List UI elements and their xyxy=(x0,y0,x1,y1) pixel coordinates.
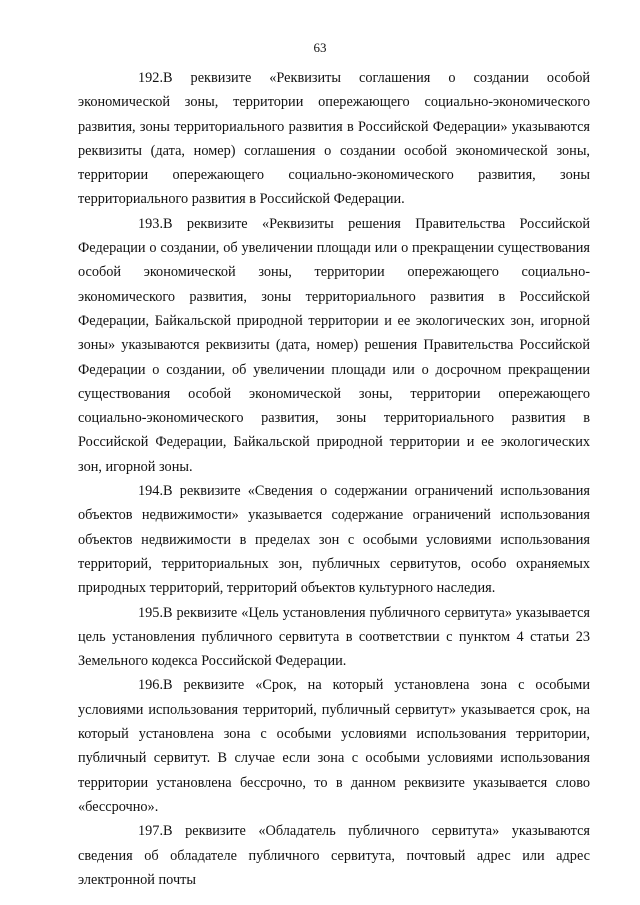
paragraph-number: 194. xyxy=(138,483,164,500)
paragraph-number: 192. xyxy=(138,70,164,86)
paragraph-text: В реквизите «Реквизиты соглашения о создании особой экономической зоны, территории опережающего социально-экономического развития, зоны территориального развития в Российской Федерации» указываются реквизиты (дата, номер) соглашения о создании особой экономической зоны, территории опережающего социально-экономического развития, зоны территориального развития в Российской Федерации. xyxy=(78,70,590,208)
paragraph-197 xyxy=(78,819,590,892)
paragraph-text: В реквизите «Обладатель публичного сервитута» указываются сведения об обладателе публичного сервитута, почтовый адрес или адрес электронной почты xyxy=(78,823,590,888)
page-number: 63 xyxy=(313,40,327,55)
paragraph-193 xyxy=(78,212,590,479)
paragraph-number: 196. xyxy=(138,677,164,694)
document-body xyxy=(78,66,590,892)
paragraph-text: В реквизите «Цель установления публичного сервитута» указывается цель установления публичного сервитута в соответствии с пунктом 4 статьи 23 Земельного кодекса Российской Федерации. xyxy=(78,604,590,670)
paragraph-text: В реквизите «Реквизиты решения Правительства Российской Федерации о создании, об увеличении площади или о прекращении существования особой экономической зоны, территории опережающего социально-экономического развития, зоны территориального развития в Российской Федерации, Байкальской природной территории и ее экологических зон, игорной зоны» указываются реквизиты (дата, номер) решения Правительства Российской Федерации о создании, об увеличении площади или о досрочном прекращении существования особой экономической зоны, территории опережающего социально-экономического развития, зоны территориального развития в Российской Федерации, Байкальской природной территории и ее экологических зон, игорной зоны. xyxy=(78,215,590,475)
paragraph-text: В реквизите «Сведения о содержании ограничений использования объектов недвижимости» указывается содержание ограничений использования объектов недвижимости в пределах зон с особыми условиями использования территорий, территориальных зон, публичных сервитутов, особо охраняемых природных территорий, территорий объектов культурного наследия. xyxy=(78,483,590,597)
paragraph-196 xyxy=(78,673,590,819)
paragraph-194 xyxy=(78,479,590,600)
paragraph-text: В реквизите «Срок, на который установлена зона с особыми условиями использования территорий, публичный сервитут» указывается срок, на который установлена зона с особыми условиями использования территории, публичный сервитут. В случае если зона с особыми условиями использования территории установлена бессрочно, то в данном реквизите указывается слово «бессрочно». xyxy=(78,677,590,815)
paragraph-192 xyxy=(78,66,590,212)
paragraph-number: 195. xyxy=(138,604,164,621)
paragraph-195 xyxy=(78,601,590,674)
paragraph-number: 193. xyxy=(138,215,164,232)
paragraph-number: 197. xyxy=(138,823,164,840)
